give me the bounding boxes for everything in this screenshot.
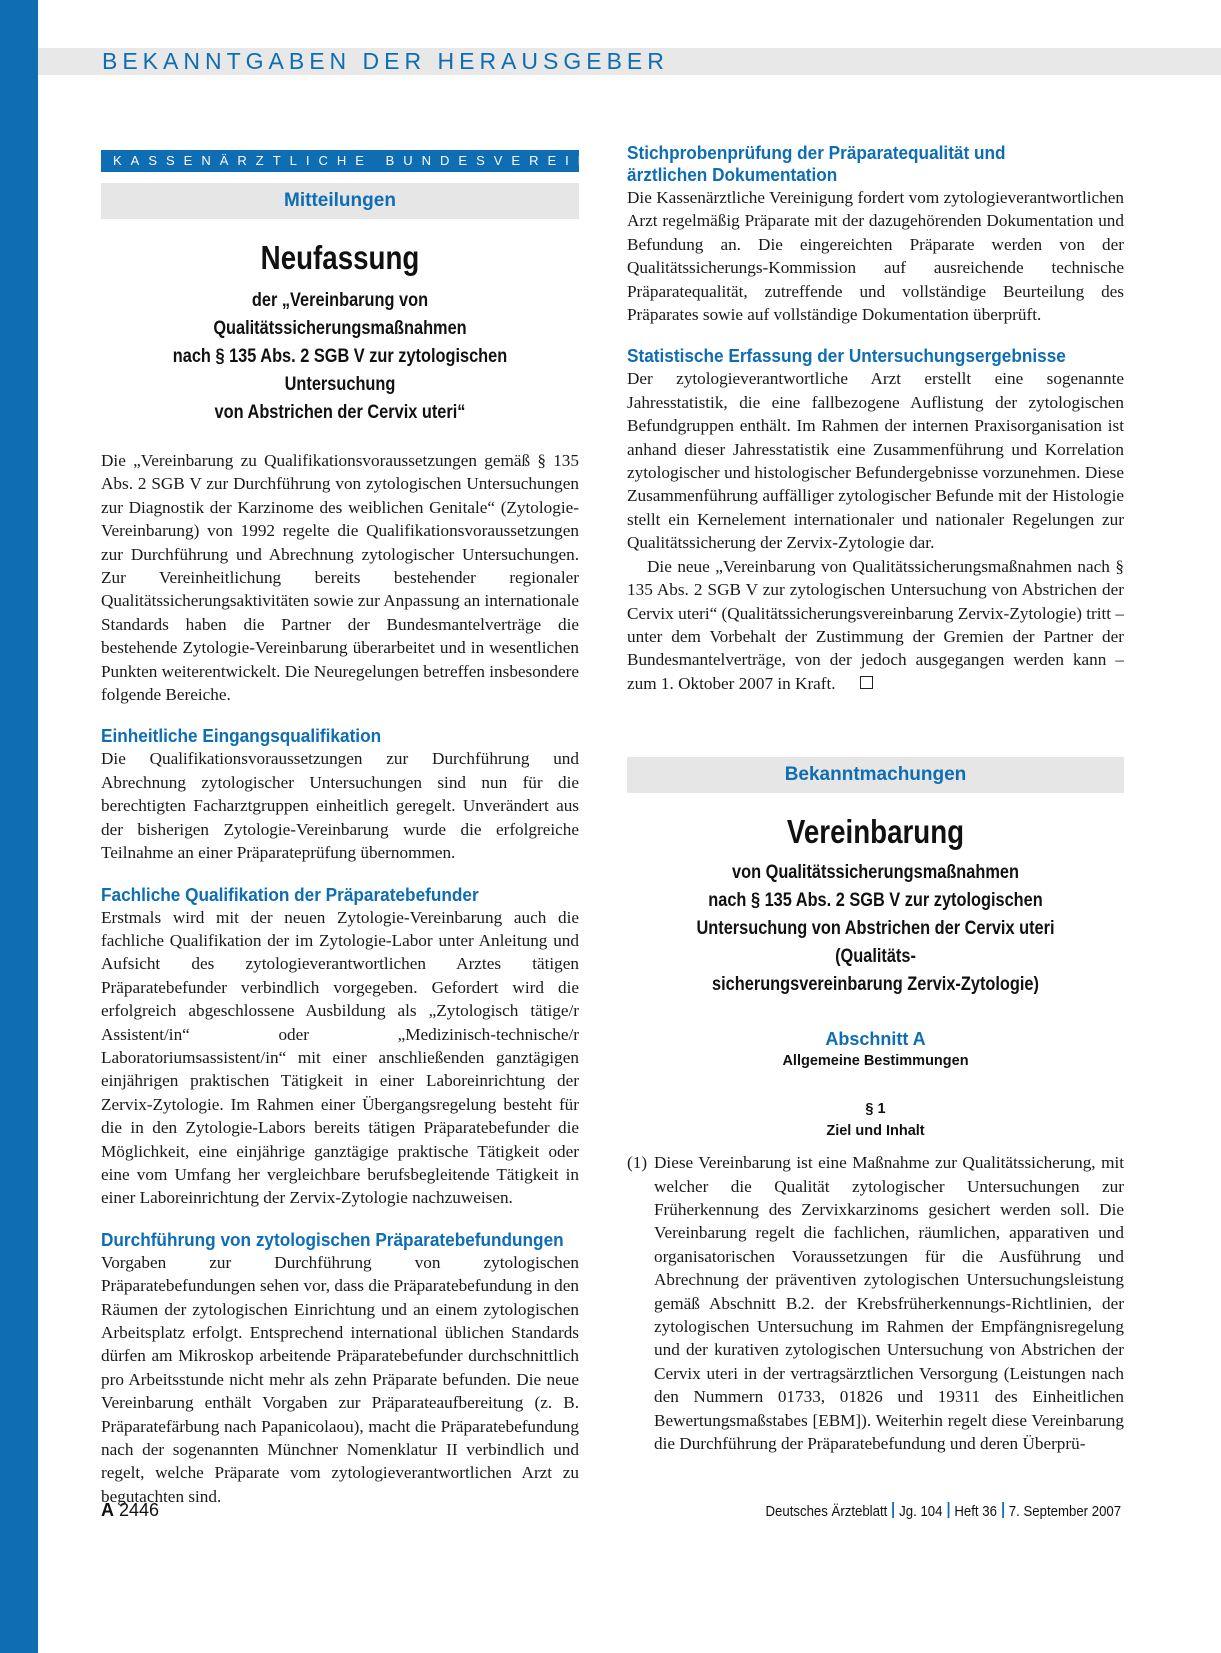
page-number [101, 1500, 159, 1521]
article-subtitle [134, 287, 545, 427]
page-prefix: A [101, 1500, 114, 1520]
journal-issue: Heft 36 [954, 1503, 997, 1520]
agreement-title: Vereinbarung [786, 813, 965, 851]
abschnitt-subheading: Allgemeine Bestimmungen [782, 1053, 969, 1070]
section-text: Die Kassenärztliche Vereinigung fordert vom zytologieverantwortlichen Arzt regelmäßig Präparate mit der dazugehörenden Dokumentation und Befundung an. Die eingereichten Präparate werden von der Qualitätssicherungs-Kommission auf ausreichende technische Präparatequalität, zutreffende und vollständige Beurteilung des Präparates sowie auf vollständige Dokumentation überprüft. [627, 188, 1124, 325]
article-title: Neufassung [260, 239, 420, 276]
subtitle-line: nach § 135 Abs. 2 SGB V zur zytologischen Untersuchung [172, 346, 508, 395]
subtitle-line: von Qualitätssicherungsmaßnahmen [732, 862, 1019, 884]
section-heading: Fachliche Qualifikation der Präparatebefunder [101, 883, 479, 905]
subtitle-line: Untersuchung von Abstrichen der Cervix uteri (Qualitäts- [696, 918, 1055, 968]
section-label-bekanntmachungen: Bekanntmachungen [627, 757, 1124, 793]
paragraph-number: § 1 [865, 1101, 886, 1118]
header-band [38, 48, 1221, 75]
subtitle-line: der „Vereinbarung von Qualitätssicherungsmaßnahmen [213, 290, 467, 339]
left-color-bar [0, 0, 38, 1653]
section-text: Der zytologieverantwortliche Arzt erstellt eine sogenannte Jahresstatistik, die eine fallbezogene Auflistung der zytologischen Befundgruppen enthält. Im Rahmen der internen Praxisorganisation ist anhand dieser Jahresstatistik eine Zusammenführung und Korrelation zytologischer und histologischer Befundergebnisse vorzunehmen. Diese Zusammenführung auffälliger zytologischer Befunde mit der Histologie stellt ein Kernelement internationaler und nationaler Regelungen zur Qualitätssicherung der Zervix-Zytologie dar. [627, 369, 1124, 553]
section-text: Erstmals wird mit der neuen Zytologie-Vereinbarung auch die fachliche Qualifikation der im Zytologie-Labor unter Anleitung und Aufsicht des zytologieverantwortlichen Arztes tätigen Präparatebefunder verbindlich vorgegeben. Gefordert wird die erfolgreich abgeschlossene Ausbildung als „Zytologisch tätige/r Assistent/in“ oder „Medizinisch-technische/r Laboratoriumsassistent/in“ mit einer anschließenden ganztägigen einjährigen praktischen Tätigkeit in einer Laboreinrichtung der Zervix-Zytologie. Im Rahmen einer Übergangsregelung besteht für die in den Zytologie-Labors bereits tätigen Präparatebefunder die Möglichkeit, eine einjährige ganztägige praktische Tätigkeit oder eine vom Umfang her vergleichbare berufsbegleitende Tätigkeit in einer Laboreinrichtung der Zervix-Zytologie nachzuweisen. [101, 907, 579, 1208]
item-number: (1) [627, 1153, 648, 1173]
subtitle-line: nach § 135 Abs. 2 SGB V zur zytologischen [708, 890, 1043, 912]
abschnitt-heading: Abschnitt A [825, 1029, 926, 1050]
journal-volume: Jg. 104 [899, 1503, 943, 1520]
section-heading: Einheitliche Eingangsqualifikation [101, 725, 382, 747]
section-text: Vorgaben zur Durchführung von zytologischen Präparatebefundungen sehen vor, dass die Präparatebefundung in den Räumen der zytologischen Einrichtung und an einem zytologischen Arbeitsplatz erfolgt. Entsprechend international üblichen Standards dürfen am Mikroskop arbeitende Präparatebefunder durchschnittlich pro Arbeitsstunde nicht mehr als zehn Präparate befunden. Die neue Vereinbarung enthält Vorgaben zur Präparateaufbereitung (z. B. Präparatefärbung nach Papanicolaou), macht die Präparatebefundung nach der sogenannten Münchner Nomenklatur II verbindlich und regelt, welche Präparate vom zytologieverantwortlichen Arzt zu begutachten sind. [101, 1252, 579, 1506]
agreement-subtitle [662, 859, 1089, 999]
closing-text: Die neue „Vereinbarung von Qualitätssicherungsmaßnahmen nach § 135 Abs. 2 SGB V zur zytologischen Untersuchung von Abstrichen der Cervix uteri“ (Qualitätssicherungsvereinbarung Zervix-Zytologie) tritt – unter dem Vorbehalt der Zustimmung der Gremien der Partner der Bundesmantelverträge, von der jedoch ausgegangen werden kann – zum 1. Oktober 2007 in Kraft. [627, 556, 1124, 693]
left-column [101, 150, 684, 1508]
right-column [627, 142, 1124, 1455]
section-text: Die Qualifikationsvoraussetzungen zur Durchführung und Abrechnung zytologischer Untersuchungen sind nun für die berechtigten Facharztgruppen einheitlich geregelt. Unverändert aus der bisherigen Zytologie-Vereinbarung wurde die erfolgreiche Teilnahme an einer Präparateprüfung übernommen. [101, 749, 579, 863]
header-band-title: BEKANNTGABEN DER HERAUSGEBER [102, 48, 669, 74]
subtitle-line: von Abstrichen der Cervix uteri“ [214, 402, 466, 423]
organization-band: KASSENÄRZTLICHE BUNDESVEREINIGUNG [101, 150, 579, 172]
subtitle-line: sicherungsvereinbarung Zervix-Zytologie) [712, 974, 1039, 996]
separator [1002, 1502, 1003, 1518]
end-of-article-mark [860, 676, 873, 689]
separator [892, 1502, 893, 1518]
separator [948, 1502, 949, 1518]
journal-info [765, 1502, 1121, 1520]
list-item [627, 1151, 1124, 1455]
section-label-mitteilungen: Mitteilungen [101, 183, 579, 219]
closing-paragraph [627, 555, 1124, 695]
section-heading: Durchführung von zytologischen Präparatebefundungen [101, 1228, 564, 1250]
section-heading: Statistische Erfassung der Untersuchungsergebnisse [627, 345, 1066, 367]
page-number-value: 2446 [119, 1500, 160, 1520]
section-heading: Stichprobenprüfung der Präparatequalität und ärztlichen Dokumentation [627, 142, 1006, 185]
paragraph-title: Ziel und Inhalt [826, 1123, 925, 1140]
journal-date: 7. September 2007 [1008, 1503, 1121, 1520]
item-text: Diese Vereinbarung ist eine Maßnahme zur Qualitätssicherung, mit welcher die Qualität zytologischer Untersuchungen zur Früherkennung des Zervixkarzinoms gesichert werden soll. Die Vereinbarung regelt die fachlichen, räumlichen, apparativen und organisatorischen Voraussetzungen für die Ausführung und Abrechnung der präventiven zytologischen Untersuchungsleistung gemäß Abschnitt B.2. der Krebsfrüherkennungs-Richtlinien, der zytologischen Untersuchung im Rahmen der Empfängnisregelung und der kurativen zytologischen Untersuchung von Abstrichen der Cervix uteri in der vertragsärztlichen Versorgung (Leistungen nach den Nummern 01733, 01826 und 19311 des Einheitlichen Bewertungsmaßstabes [EBM]). Weiterhin regelt diese Vereinbarung die Durchführung der Präparatebefundung und deren Überprü- [654, 1153, 1124, 1453]
journal-name: Deutsches Ärzteblatt [765, 1503, 888, 1520]
intro-paragraph: Die „Vereinbarung zu Qualifikationsvoraussetzungen gemäß § 135 Abs. 2 SGB V zur Durchführung von zytologischen Untersuchungen zur Diagnostik der Karzinome des weiblichen Genitale“ (Zytologie-Vereinbarung) von 1992 regelte die Qualifikationsvoraussetzungen zur Durchführung und Abrechnung zytologischer Untersuchungen. Zur Vereinheitlichung bereits bestehender regionaler Qualitätssicherungsaktivitäten sowie zur Anpassung an internationale Standards haben die Partner der Bundesmantelverträge die bestehende Zytologie-Vereinbarung überarbeitet und in wesentlichen Punkten weiterentwickelt. Die Neuregelungen betreffen insbesondere folgende Bereiche. [101, 451, 579, 705]
